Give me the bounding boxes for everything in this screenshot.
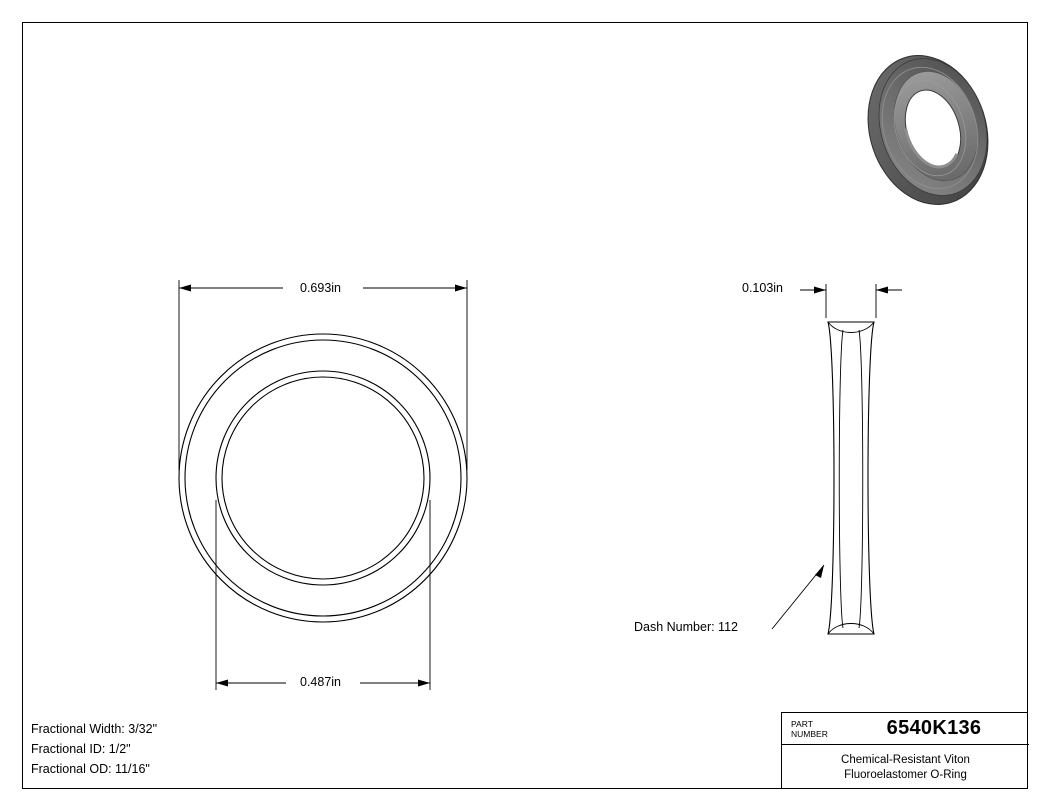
spec-fractional-id: Fractional ID: 1/2" — [31, 742, 131, 756]
part-number-value: 6540K136 — [886, 717, 982, 739]
width-dimension — [800, 284, 902, 318]
od-dimension-label: 0.693in — [300, 281, 342, 295]
description-line-2: Fluoroelastomer O-Ring — [844, 769, 967, 781]
front-view-oring — [179, 334, 467, 622]
title-block-part-row — [782, 713, 1029, 745]
fractional-specs — [31, 719, 157, 779]
dash-number-label: Dash Number: 112 — [634, 620, 738, 634]
width-dimension-label: 0.103in — [742, 281, 784, 295]
id-dimension-label: 0.487in — [300, 675, 342, 689]
part-number-caption-line2: NUMBER — [791, 728, 828, 739]
description-line-1: Chemical-Resistant Viton — [841, 754, 970, 766]
dash-number-leader — [772, 565, 824, 629]
spec-fractional-od: Fractional OD: 11/16" — [31, 762, 150, 776]
id-dimension — [216, 500, 430, 690]
part-number-caption-line1: PART — [791, 718, 813, 729]
title-block-description — [782, 745, 1029, 790]
isometric-oring-view — [849, 40, 1006, 220]
part-number-caption — [782, 719, 853, 739]
side-section-view — [828, 322, 874, 634]
title-block — [781, 712, 1028, 789]
spec-fractional-width: Fractional Width: 3/32" — [31, 722, 158, 736]
